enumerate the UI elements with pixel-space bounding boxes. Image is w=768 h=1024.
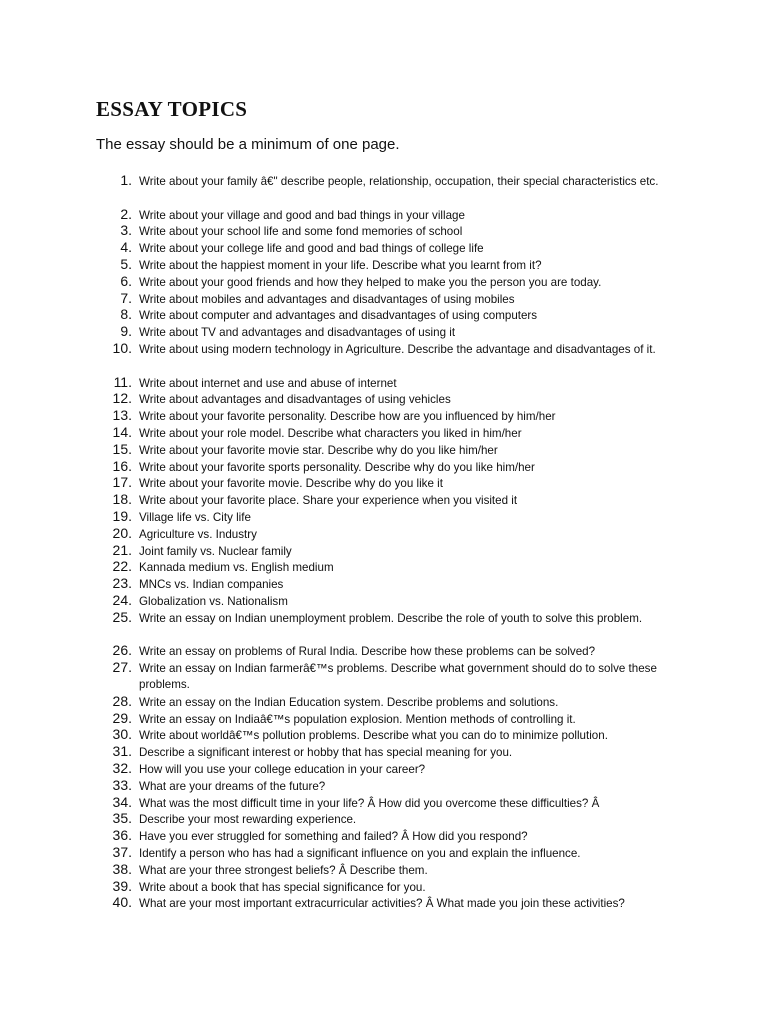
topic-text: Write about your favorite place. Share your experience when you visited it [139,494,518,508]
topic-number: 1. [120,172,132,188]
topic-number: 22. [112,558,132,575]
topic-text: How will you use your college education in your career? [139,763,426,776]
topic-number: 39. [112,877,132,894]
topic-number: 2. [120,205,132,222]
topic-number: 17. [112,474,132,491]
topic-number: 8. [120,306,132,323]
topic-text: Write about your family â€" describe people, relationship, occupation, their special characteristics etc. [139,175,659,188]
topic-text: Write about your college life and good and bad things of college life [139,242,484,256]
topic-text: Identify a person who has had a significant influence on you and explain the influence. [139,847,581,860]
topic-number: 7. [120,289,132,306]
topic-text: What are your three strongest beliefs? Â Describe them. [139,863,428,877]
intro-text: The essay should be a minimum of one page. [96,136,400,153]
topic-number: 12. [112,390,132,407]
topic-text: What are your dreams of the future? [139,779,326,793]
topic-number: 32. [112,760,132,776]
topic-text: Write about your favorite sports personality. Describe why do you like him/her [139,460,535,474]
topic-number: 24. [112,592,132,608]
topic-text: Write about computer and advantages and disadvantages of using computers [139,309,538,323]
topic-text: Write about TV and advantages and disadvantages of using it [139,326,456,340]
topic-number: 13. [112,407,132,424]
topic-text: Write an essay on Indiaâ€™s population explosion. Mention methods of controlling it. [139,712,576,726]
topic-text: Have you ever struggled for something and failed? Â How did you respond? [139,830,528,844]
topic-text: Write about the happiest moment in your life. Describe what you learnt from it? [139,259,542,272]
topic-number: 27. [112,659,132,676]
topic-number: 31. [112,743,132,760]
topic-text: Write about mobiles and advantages and disadvantages of using mobiles [139,292,515,306]
topic-number: 10. [112,340,132,356]
topic-text: Write about your favorite movie star. Describe why do you like him/her [139,443,498,457]
topic-number: 5. [120,256,132,272]
topic-text: What are your most important extracurricular activities? Â What made you join these activities? [139,897,625,911]
topic-text: Agriculture vs. Industry [139,527,257,541]
topic-number: 16. [112,457,132,474]
topic-number: 35. [112,810,132,827]
topic-text: Write about internet and use and abuse of internet [139,376,397,390]
topic-text: Write about your village and good and bad things in your village [139,208,465,222]
topic-text: Write an essay on the Indian Education system. Describe problems and solutions. [139,695,559,709]
topic-text: Write about your favorite personality. Describe how are you influenced by him/her [139,410,556,424]
topic-text: MNCs vs. Indian companies [139,578,284,592]
page-title: ESSAY TOPICS [96,97,248,121]
topic-number: 37. [112,844,132,860]
topic-number: 18. [112,491,132,508]
topic-number: 38. [112,860,132,877]
topic-number: 6. [120,272,132,289]
topic-text: Write an essay on Indian farmerâ€™s problems. Describe what government should do to solve these problems. [139,662,657,691]
topic-number: 30. [112,726,132,743]
topic-number: 33. [112,776,132,793]
topic-number: 20. [112,524,132,541]
topic-text: Joint family vs. Nuclear family [139,544,292,558]
topic-text: Write about a book that has special significance for you. [139,880,426,894]
topic-text: Write about worldâ€™s pollution problems. Describe what you can do to minimize pollution. [139,729,608,743]
topic-text: Write about your role model. Describe what characters you liked in him/her [139,427,522,440]
topic-text: Write an essay on problems of Rural India. Describe how these problems can be solved? [139,645,596,659]
topic-number: 28. [112,692,132,709]
topic-number: 40. [112,894,132,911]
topic-number: 19. [112,508,132,524]
topic-number: 25. [112,608,132,625]
topic-text: Village life vs. City life [139,511,251,524]
topic-number: 15. [112,440,132,457]
topic-number: 21. [112,541,132,558]
topic-number: 14. [112,424,132,440]
topic-text: Write about your good friends and how they helped to make you the person you are today. [139,275,602,289]
topic-number: 4. [120,239,132,256]
topic-text: Describe your most rewarding experience. [139,813,357,827]
topic-text: Globalization vs. Nationalism [139,595,288,608]
topic-number: 11. [113,373,132,390]
topic-number: 3. [120,222,132,239]
topic-number: 29. [112,709,132,726]
topic-number: 9. [120,323,132,340]
topic-text: Kannada medium vs. English medium [139,561,334,575]
topic-text: Write about your favorite movie. Describe why do you like it [139,477,443,491]
topic-text: Write an essay on Indian unemployment problem. Describe the role of youth to solve this problem. [139,611,643,625]
topic-number: 26. [112,642,132,659]
topic-text: Write about using modern technology in Agriculture. Describe the advantage and disadvantages of it. [139,343,656,356]
topic-text: Write about your school life and some fond memories of school [139,225,463,239]
topic-number: 34. [112,793,132,810]
topic-text: Write about advantages and disadvantages of using vehicles [139,393,451,407]
topic-number: 23. [112,575,132,592]
topic-text: Describe a significant interest or hobby that has special meaning for you. [139,746,513,760]
topic-text: What was the most difficult time in your life? Â How did you overcome these difficulties? Â [139,796,600,810]
topic-number: 36. [112,827,132,844]
